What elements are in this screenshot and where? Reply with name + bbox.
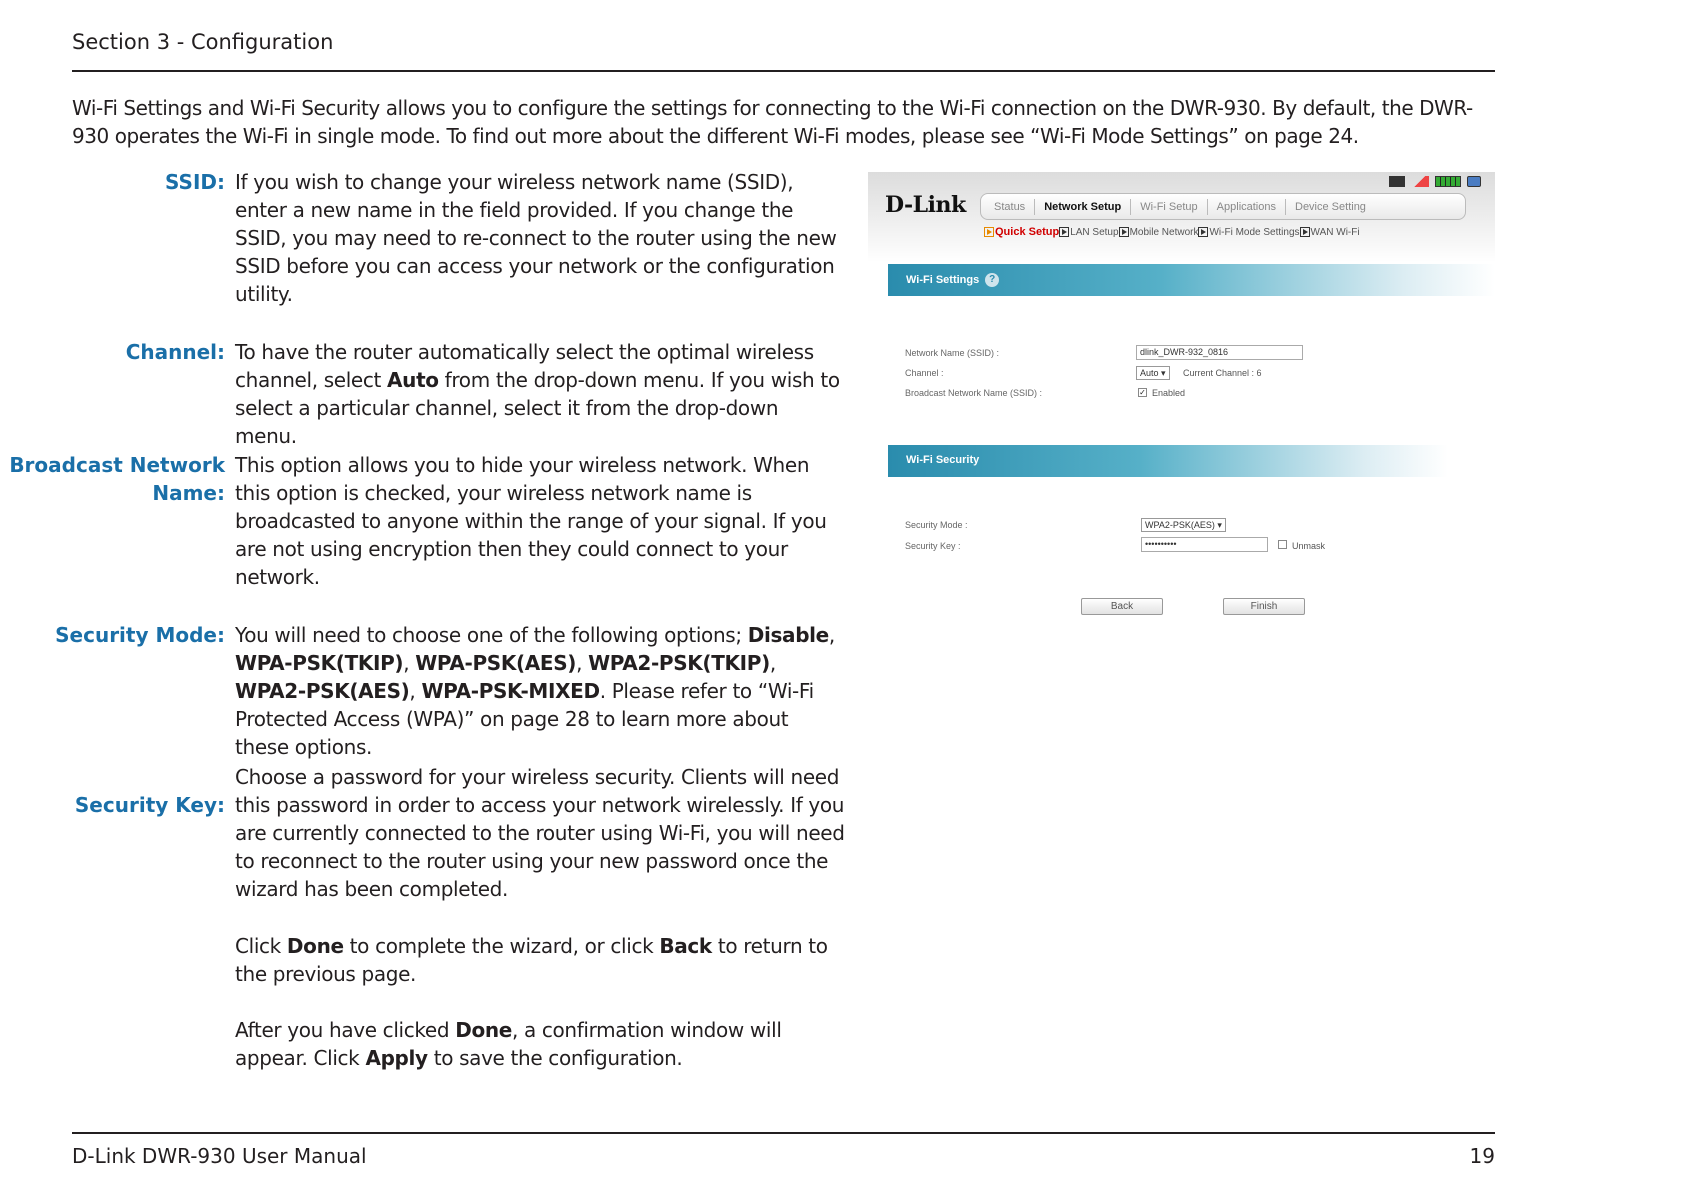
desc-channel: To have the router automatically select the optimal wireless channel, select Auto from the drop-down menu. If you wish to select a particular channel, select it from the drop-down menu.	[235, 340, 840, 448]
term-ssid: SSID:	[165, 170, 225, 194]
desc-security-mode: You will need to choose one of the following options; Disable, WPA-PSK(TKIP), WPA-PSK(AES), WPA2-PSK(TKIP), WPA2-PSK(AES), WPA-PSK-MIXED. Please refer to “Wi-Fi Protected Access (WPA)” on page 28 to learn more about these options.	[235, 623, 835, 759]
footer-manual-title: D-Link DWR-930 User Manual	[72, 1144, 367, 1168]
security-mode-select[interactable]: WPA2-PSK(AES) ▾	[1141, 518, 1226, 532]
unmask-checkbox[interactable]	[1278, 540, 1287, 549]
arrow-icon	[984, 227, 994, 237]
subnav-mobile-network[interactable]: Mobile Network	[1129, 226, 1199, 238]
term-security-mode: Security Mode:	[55, 623, 225, 647]
desc-apply: After you have clicked Done, a confirmation window will appear. Click Apply to save the configuration.	[235, 1018, 782, 1070]
chevron-down-icon: ▾	[1161, 368, 1166, 378]
dlink-logo: D-Link	[885, 192, 966, 218]
security-mode-label: Security Mode :	[905, 520, 968, 530]
current-channel: Current Channel : 6	[1183, 368, 1262, 378]
term-broadcast-name: Name:	[152, 481, 225, 505]
broadcast-label: Broadcast Network Name (SSID) :	[905, 388, 1043, 398]
desc-broadcast: This option allows you to hide your wireless network. When this option is checked, your wireless network name is broadcasted to anyone within the range of your signal. If you are not using encryption then they could connect to your network.	[235, 453, 827, 589]
subnav-quick-setup[interactable]: Quick Setup	[995, 226, 1060, 238]
arrow-icon	[1198, 227, 1208, 237]
tab-status[interactable]: Status	[985, 199, 1035, 215]
term-channel: Channel:	[125, 340, 225, 364]
arrow-icon	[1119, 227, 1129, 237]
router-ui-screenshot	[868, 172, 1495, 632]
unmask-label: Unmask	[1292, 541, 1326, 551]
intro-paragraph: Wi-Fi Settings and Wi-Fi Security allows you to configure the settings for connecting to the Wi-Fi connection on the DWR-930. By default, the DWR-930 operates the Wi-Fi in single mode. To find out more about the different Wi-Fi modes, please see “Wi-Fi Mode Settings” on page 24.	[72, 96, 1473, 148]
security-key-label: Security Key :	[905, 541, 961, 551]
tab-network-setup[interactable]: Network Setup	[1035, 199, 1131, 215]
arrow-icon	[1300, 227, 1310, 237]
wifi-security-title: Wi-Fi Security	[906, 454, 980, 466]
channel-label: Channel :	[905, 368, 944, 378]
desc-security-key: Choose a password for your wireless security. Clients will need this password in order to access your network wirelessly. If you are currently connected to the router using Wi-Fi, you will need to reconnect to the router using your new password once the wizard has been completed.	[235, 765, 845, 901]
signal-icon	[1411, 176, 1429, 187]
section-title: Section 3 - Configuration	[72, 30, 334, 54]
wifi-settings-header	[888, 264, 1495, 296]
desc-done: Click Done to complete the wizard, or click Back to return to the previous page.	[235, 934, 828, 986]
back-button[interactable]: Back	[1081, 598, 1163, 615]
broadcast-enabled-label: Enabled	[1152, 388, 1186, 398]
subnav-lan-setup[interactable]: LAN Setup	[1070, 226, 1119, 238]
wifi-security-header	[888, 445, 1448, 477]
tab-device-setting[interactable]: Device Setting	[1295, 200, 1366, 213]
page-number: 19	[1469, 1144, 1495, 1168]
security-key-input[interactable]: ••••••••••	[1141, 537, 1268, 552]
arrow-icon	[1059, 227, 1069, 237]
tab-wifi-setup[interactable]: Wi-Fi Setup	[1131, 199, 1207, 215]
battery-icon	[1435, 176, 1461, 187]
header-divider	[72, 70, 1495, 72]
subnav-wifi-mode-settings[interactable]: Wi-Fi Mode Settings	[1209, 226, 1300, 238]
wifi-settings-title: Wi-Fi Settings	[906, 274, 980, 286]
term-broadcast-network: Broadcast Network	[9, 453, 225, 477]
term-security-key: Security Key:	[74, 793, 225, 817]
subnav-wan-wifi[interactable]: WAN Wi-Fi	[1310, 226, 1360, 238]
chevron-down-icon: ▾	[1217, 520, 1222, 530]
info-icon	[1467, 176, 1481, 187]
desc-ssid: If you wish to change your wireless network name (SSID), enter a new name in the field provided. If you change the SSID, you may need to re-connect to the router using the new SSID before you can access your network or the configuration utility.	[235, 170, 837, 306]
sim-icon	[1389, 176, 1405, 187]
broadcast-checkbox[interactable]: ✓	[1139, 388, 1146, 397]
sub-nav	[984, 226, 1360, 238]
finish-button[interactable]: Finish	[1223, 598, 1305, 615]
tab-applications[interactable]: Applications	[1208, 199, 1286, 215]
help-icon[interactable]: ?	[985, 273, 999, 287]
channel-select[interactable]: Auto ▾	[1136, 366, 1170, 380]
footer-divider	[72, 1132, 1495, 1134]
status-icons	[1389, 176, 1481, 187]
ssid-label: Network Name (SSID) :	[905, 348, 1000, 358]
main-nav	[980, 193, 1466, 220]
ssid-input[interactable]: dlink_DWR-932_0816	[1136, 345, 1303, 360]
